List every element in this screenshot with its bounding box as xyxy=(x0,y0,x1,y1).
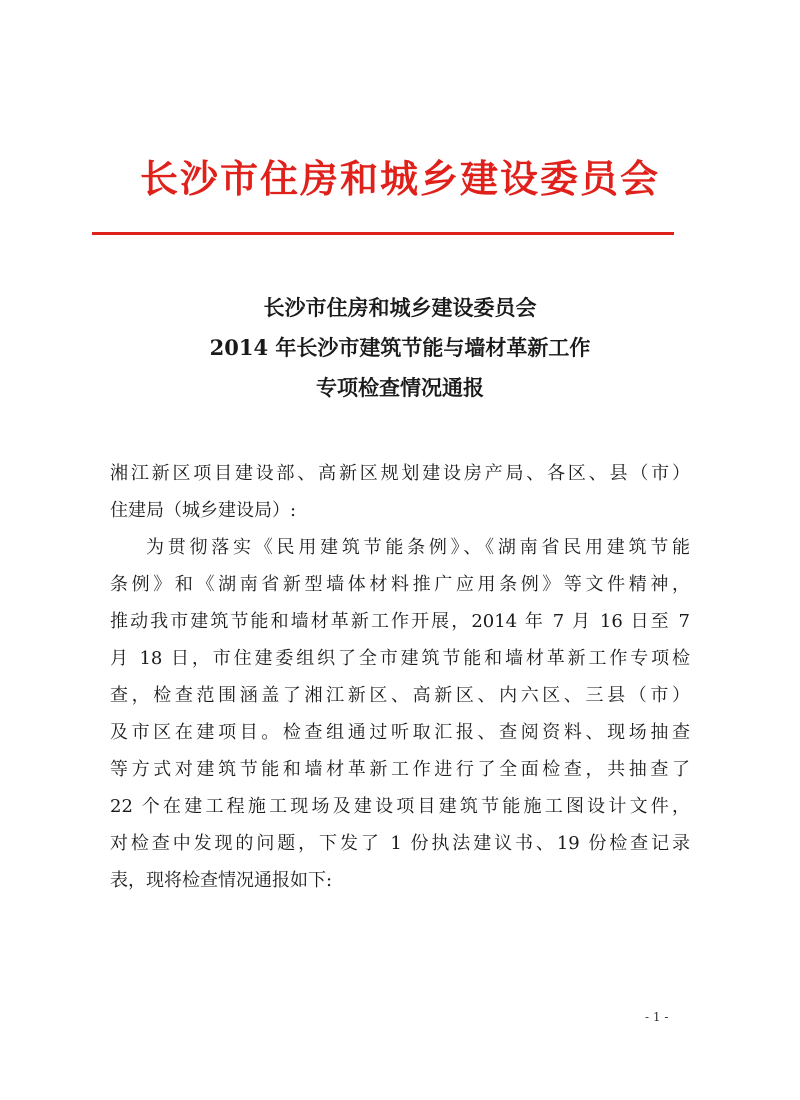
body-line: 查，检查范围涵盖了湘江新区、高新区、内六区、三县（市） xyxy=(110,685,690,706)
title-line-1: 长沙市住房和城乡建设委员会 xyxy=(263,295,537,320)
red-divider-line xyxy=(92,232,674,235)
agency-header: 长沙市住房和城乡建设委员会 xyxy=(139,157,660,201)
body-line: 条例》和《湖南省新型墙体材料推广应用条例》等文件精神， xyxy=(110,574,690,595)
page-number: - 1 - xyxy=(645,1010,669,1024)
body-line: 对检查中发现的问题，下发了 1 份执法建议书、19 份检查记录 xyxy=(110,833,690,854)
addressee-line-2: 住建局（城乡建设局）: xyxy=(110,500,297,521)
title-line-2: 2014 年长沙市建筑节能与墙材革新工作 xyxy=(209,335,591,360)
body-line: 推动我市建筑节能和墙材革新工作开展，2014 年 7 月 16 日至 7 xyxy=(110,611,690,632)
addressee-line-1: 湘江新区项目建设部、高新区规划建设房产局、各区、县（市） xyxy=(110,463,690,484)
body-line: 22 个在建工程施工现场及建设项目建筑节能施工图设计文件， xyxy=(110,796,690,817)
title-line-3: 专项检查情况通报 xyxy=(316,375,484,400)
addressee xyxy=(110,455,690,529)
body-line: 月 18 日，市住建委组织了全市建筑节能和墙材革新工作专项检 xyxy=(110,648,690,669)
body-paragraph xyxy=(110,529,690,899)
body-line: 及市区在建项目。检查组通过听取汇报、查阅资料、现场抽查 xyxy=(110,722,690,743)
body-line: 为贯彻落实《民用建筑节能条例》、《湖南省民用建筑节能 xyxy=(146,537,690,558)
document-title xyxy=(60,288,740,408)
body-line: 等方式对建筑节能和墙材革新工作进行了全面检查，共抽查了 xyxy=(110,759,690,780)
body-line: 表，现将检查情况通报如下: xyxy=(110,870,333,891)
